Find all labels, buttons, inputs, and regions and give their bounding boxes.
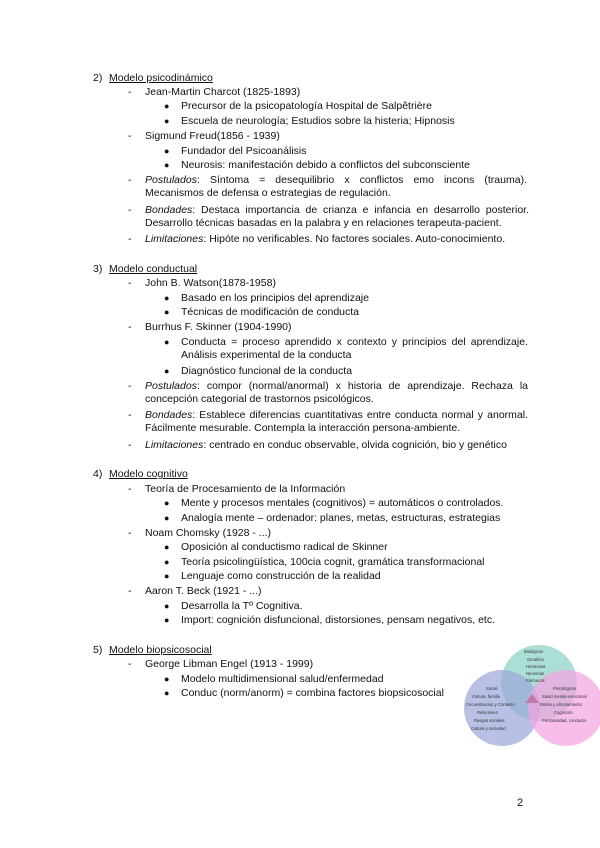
dash-bullet: -	[128, 658, 132, 670]
person-name: Noam Chomsky (1928 - ...)	[145, 527, 272, 539]
bullet-dot: ●	[164, 557, 170, 567]
bullet-dot: ●	[164, 674, 170, 684]
venn-psych-line: Personalidad, conducta	[542, 718, 586, 723]
note-postulados	[145, 380, 528, 406]
note-label: Limitaciones	[145, 439, 204, 451]
venn-social-line: Cultura y sociedad	[471, 726, 506, 731]
point: Import: cognición disfuncional, distorsiones, pensam negativos, etc.	[181, 614, 496, 626]
bullet-dot: ●	[164, 160, 170, 170]
bullet-dot: ●	[164, 101, 170, 111]
point: Analogía mente – ordenador: planes, metas, estructuras, estrategias	[181, 512, 501, 524]
person-name: Aaron T. Beck (1921 - ...)	[145, 585, 262, 597]
bullet-dot: ●	[164, 366, 170, 376]
note-text: : Síntoma = desequilibrio x conflictos emo incons (trauma). Mecanismos de defensa o estrategias de regulación.	[145, 174, 527, 199]
dash-bullet: -	[128, 527, 132, 539]
venn-social-line: Cultura, familia	[472, 694, 500, 699]
note-text: : centrado en conduc observable, olvida cognición, bio y genético	[203, 439, 507, 451]
section-title: Modelo conductual	[109, 263, 198, 275]
note-limitaciones	[145, 439, 507, 452]
point: Técnicas de modificación de conducta	[181, 306, 360, 318]
bullet-dot: ●	[164, 293, 170, 303]
section-title: Modelo biopsicosocial	[109, 644, 212, 656]
dash-bullet: -	[128, 380, 132, 392]
bullet-dot: ●	[164, 542, 170, 552]
dash-bullet: -	[128, 321, 132, 333]
point: Basado en los principios del aprendizaje	[181, 292, 369, 304]
venn-social-line: Rasgos sociales	[474, 718, 505, 723]
venn-psych-line: Salud mental emocional	[542, 694, 587, 699]
section-number: 3)	[93, 263, 103, 275]
person-name: Burrhus F. Skinner (1904-1990)	[145, 321, 292, 333]
bullet-dot: ●	[164, 146, 170, 156]
dash-bullet: -	[128, 233, 132, 245]
bullet-dot: ●	[164, 513, 170, 523]
section-number: 5)	[93, 644, 103, 656]
point: Conduc (norm/anorm) = combina factores biopsicosocial	[181, 687, 444, 699]
person-name: Sigmund Freud(1856 - 1939)	[145, 130, 280, 142]
person-name: Jean-Martin Charcot (1825-1893)	[145, 86, 301, 98]
bullet-dot: ●	[164, 571, 170, 581]
venn-bio-line: Fármacos	[526, 678, 545, 683]
bullet-dot: ●	[164, 498, 170, 508]
venn-social-line: Circunstancias y Contexto	[466, 702, 515, 707]
point: Neurosis: manifestación debido a conflictos del subconsciente	[181, 159, 470, 171]
point: Modelo multidimensional salud/enfermedad	[181, 673, 384, 685]
point: Desarrolla la Tº Cognitiva.	[181, 600, 303, 612]
dash-bullet: -	[128, 130, 132, 142]
point: Precursor de la psicopatología Hospital de Salpêtrière	[181, 100, 432, 112]
bullet-dot: ●	[164, 688, 170, 698]
bullet-dot: ●	[164, 116, 170, 126]
venn-bio-label: Biológicos	[524, 649, 544, 654]
venn-psych-label: Psicológicos	[553, 686, 577, 691]
venn-bio-line: Neuronas	[526, 671, 545, 676]
venn-psych-line: Estrés y afrontamiento	[540, 702, 582, 707]
dash-bullet: -	[128, 409, 132, 421]
note-limitaciones	[145, 233, 505, 246]
venn-bio-line: Hormonas	[526, 664, 546, 669]
note-postulados	[145, 174, 527, 200]
biopsychosocial-venn-diagram	[462, 640, 600, 746]
bullet-dot: ●	[164, 601, 170, 611]
point: Conducta = proceso aprendido x contexto y principios del aprendizaje. Análisis experimental de la conducta	[181, 336, 528, 361]
bullet-dot: ●	[164, 337, 170, 347]
dash-bullet: -	[128, 585, 132, 597]
note-label: Limitaciones	[145, 233, 204, 245]
section-number: 4)	[93, 468, 103, 480]
point: Oposición al conductismo radical de Skinner	[181, 541, 388, 553]
page-number: 2	[517, 797, 524, 809]
dash-bullet: -	[128, 204, 132, 216]
dash-bullet: -	[128, 439, 132, 451]
note-text: : compor (normal/anormal) x historia de aprendizaje. Rechaza la concepción categorial de trastornos psicológicos.	[145, 380, 528, 405]
point: Lenguaje como construcción de la realidad	[181, 570, 381, 582]
dash-bullet: -	[128, 483, 132, 495]
note-text: : Establece diferencias cuantitativas entre conducta normal y anormal. Fácilmente mesurable. Contempla la interacción persona-ambiente.	[145, 409, 528, 434]
venn-social-line: Relaciones	[477, 710, 498, 715]
venn-psych-line: Cognición	[554, 710, 573, 715]
note-label: Bondades	[145, 409, 193, 421]
point: Mente y procesos mentales (cognitivos) = automáticos o controlados.	[181, 497, 504, 509]
note-bondades	[145, 409, 528, 435]
person-name: Teoría de Procesamiento de la Información	[145, 483, 346, 495]
note-label: Postulados	[145, 380, 197, 392]
section-title: Modelo psicodinámico	[109, 72, 213, 84]
bullet-dot: ●	[164, 615, 170, 625]
venn-bio-line: Genética	[527, 657, 544, 662]
point: Fundador del Psicoanálisis	[181, 145, 307, 157]
note-label: Bondades	[145, 204, 193, 216]
note-label: Postulados	[145, 174, 197, 186]
bullet-dot: ●	[164, 307, 170, 317]
point: Teoría psicolingüística, 100cia cognit, gramática transformacional	[181, 556, 485, 568]
dash-bullet: -	[128, 86, 132, 98]
note-text: : Destaca importancia de crianza e infancia en desarrollo posterior. Desarrollo técnicas basadas en la palabra y en relaciones terapeuta-pacient.	[145, 204, 529, 229]
person-name: George Libman Engel (1913 - 1999)	[145, 658, 314, 670]
dash-bullet: -	[128, 277, 132, 289]
note-bondades	[145, 204, 529, 230]
point: Escuela de neurología; Estudios sobre la histeria; Hipnosis	[181, 115, 455, 127]
venn-social-label: Social	[486, 686, 498, 691]
point: Diagnóstico funcional de la conducta	[181, 365, 353, 377]
section-title: Modelo cognitivo	[109, 468, 188, 480]
section-number: 2)	[93, 72, 103, 84]
person-name: John B. Watson(1878-1958)	[145, 277, 276, 289]
note-text: : Hipóte no verificables. No factores sociales. Auto-conocimiento.	[203, 233, 506, 245]
dash-bullet: -	[128, 174, 132, 186]
